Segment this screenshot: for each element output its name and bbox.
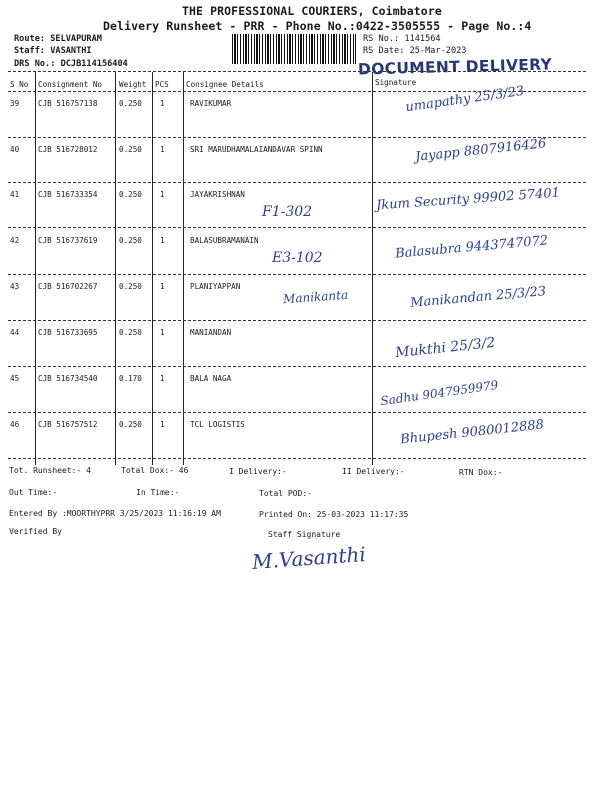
row-consignee: MANIANDAN <box>190 328 232 337</box>
row-pcs: 1 <box>160 282 165 291</box>
row-consignment: CJB 516734540 <box>38 374 98 383</box>
handwritten-note: F1-302 <box>262 204 313 220</box>
row-weight: 0.250 <box>119 282 142 291</box>
row-pcs: 1 <box>160 328 165 337</box>
rtn-dox: RTN Dox:- <box>459 468 503 477</box>
entered-by: Entered By :MOORTHYPRR 3/25/2023 11:16:19 AM <box>9 509 221 518</box>
in-time: In Time:- <box>136 488 180 497</box>
row-weight: 0.250 <box>119 190 142 199</box>
out-time: Out Time:- <box>9 488 58 497</box>
row-pcs: 1 <box>160 420 165 429</box>
row-consignment: CJB 516737619 <box>38 236 98 245</box>
handwritten-signature: Bhupesh 9080012888 <box>399 417 545 448</box>
staff-label: Staff: VASANTHI <box>14 46 92 56</box>
row-weight: 0.250 <box>119 236 142 245</box>
total-dox: Total Dox:- 46 <box>121 466 189 475</box>
total-pod: Total POD:- <box>259 489 312 498</box>
total-runsheet: Tot. Runsheet:- 4 <box>9 466 91 475</box>
row-sno: 44 <box>10 328 20 337</box>
row-divider <box>8 182 586 183</box>
handwritten-signature: Balasubra 9443747072 <box>394 233 549 262</box>
handwritten-signature: Jayapp 8807916426 <box>414 136 547 165</box>
row-divider <box>8 274 586 275</box>
row-consignment: CJB 516757512 <box>38 420 98 429</box>
row-pcs: 1 <box>160 145 165 154</box>
row-pcs: 1 <box>160 374 165 383</box>
runsheet-subtitle: Delivery Runsheet - PRR - Phone No.:0422-3505555 - Page No.:4 <box>103 19 532 33</box>
row-consignment: CJB 516733695 <box>38 328 98 337</box>
row-consignee: SRI MARUDHAMALAIANDAVAR SPINN <box>190 145 323 154</box>
col-rule <box>183 72 184 465</box>
row-sno: 40 <box>10 145 20 154</box>
row-sno: 43 <box>10 282 20 291</box>
col-sno: S No <box>10 80 29 89</box>
row-pcs: 1 <box>160 190 165 199</box>
row-divider <box>8 137 586 138</box>
row-consignment: CJB 516702267 <box>38 282 98 291</box>
row-weight: 0.250 <box>119 99 142 108</box>
col-signature: Signature <box>375 78 417 87</box>
i-delivery: I Delivery:- <box>229 467 287 476</box>
col-pcs: PCS <box>155 80 169 89</box>
document-delivery-stamp: DOCUMENT DELIVERY <box>357 55 553 79</box>
row-divider <box>8 366 586 367</box>
col-consignment: Consignment No <box>38 80 103 89</box>
row-divider <box>8 227 586 228</box>
row-consignee: JAYAKRISHNAN <box>190 190 245 199</box>
col-consignee: Consignee Details <box>186 80 264 89</box>
handwritten-signature: Mukthi 25/3/2 <box>394 334 497 362</box>
row-consignment: CJB 516733354 <box>38 190 98 199</box>
col-rule <box>372 72 373 465</box>
row-divider <box>8 458 586 459</box>
row-consignee: BALASUBRAMANAIN <box>190 236 259 245</box>
row-divider <box>8 412 586 413</box>
staff-signature-label: Staff Signature <box>268 530 341 539</box>
row-sno: 41 <box>10 190 20 199</box>
handwritten-signature: umapathy 25/3/23 <box>404 83 526 116</box>
handwritten-signature: Jkum Security 99902 57401 <box>375 185 561 214</box>
printed-on: Printed On: 25-03-2023 11:17:35 <box>259 510 409 519</box>
row-pcs: 1 <box>160 236 165 245</box>
row-weight: 0.170 <box>119 374 142 383</box>
row-sno: 42 <box>10 236 20 245</box>
rs-number: RS No.: 1141564 <box>363 34 441 44</box>
handwritten-note: E3-102 <box>272 250 323 266</box>
divider <box>8 71 586 72</box>
row-weight: 0.250 <box>119 145 142 154</box>
col-rule <box>115 72 116 465</box>
row-consignee: TCL LOGISTIS <box>190 420 245 429</box>
row-weight: 0.250 <box>119 420 142 429</box>
row-consignee: RAVIKUMAR <box>190 99 232 108</box>
row-consignment: CJB 516757138 <box>38 99 98 108</box>
handwritten-note: Manikanta <box>282 287 349 307</box>
staff-handwritten-signature: M.Vasanthi <box>251 542 367 574</box>
handwritten-signature: Sadhu 9047959979 <box>379 377 500 409</box>
col-weight: Weight <box>119 80 147 89</box>
verified-by: Verified By <box>9 527 62 536</box>
row-consignee: BALA NAGA <box>190 374 232 383</box>
drs-number: DRS No.: DCJB114156404 <box>14 59 128 69</box>
row-sno: 46 <box>10 420 20 429</box>
ii-delivery: II Delivery:- <box>342 467 405 476</box>
barcode <box>232 34 356 64</box>
row-divider <box>8 320 586 321</box>
row-pcs: 1 <box>160 99 165 108</box>
company-title: THE PROFESSIONAL COURIERS, Coimbatore <box>182 4 442 18</box>
rs-date: RS Date: 25-Mar-2023 <box>363 46 467 56</box>
route-label: Route: SELVAPURAM <box>14 34 102 44</box>
row-consignee: PLANIYAPPAN <box>190 282 241 291</box>
col-rule <box>35 72 36 465</box>
row-sno: 45 <box>10 374 20 383</box>
handwritten-signature: Manikandan 25/3/23 <box>409 284 547 311</box>
col-rule <box>152 72 153 465</box>
row-sno: 39 <box>10 99 20 108</box>
row-consignment: CJB 516728012 <box>38 145 98 154</box>
row-weight: 0.250 <box>119 328 142 337</box>
